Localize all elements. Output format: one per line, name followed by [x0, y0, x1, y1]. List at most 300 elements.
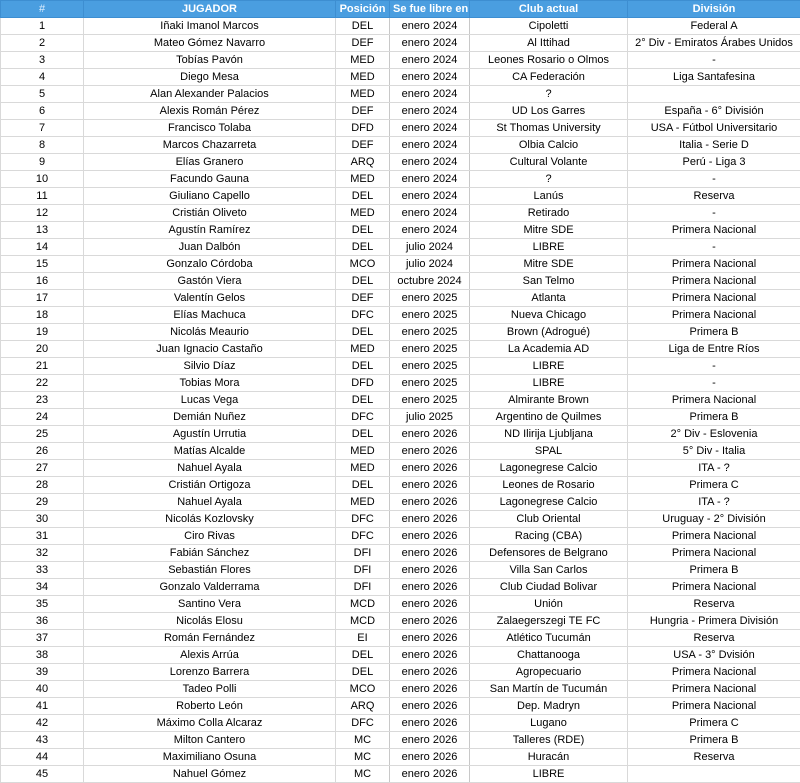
- free-since-cell[interactable]: enero 2026: [390, 664, 470, 681]
- position-cell[interactable]: DEL: [336, 188, 390, 205]
- position-cell[interactable]: MED: [336, 52, 390, 69]
- index-cell[interactable]: 36: [1, 613, 84, 630]
- division-cell[interactable]: -: [628, 358, 800, 375]
- club-cell[interactable]: Leones de Rosario: [470, 477, 628, 494]
- club-cell[interactable]: LIBRE: [470, 375, 628, 392]
- division-cell[interactable]: Primera B: [628, 562, 800, 579]
- player-cell[interactable]: Sebastián Flores: [84, 562, 336, 579]
- club-cell[interactable]: ?: [470, 171, 628, 188]
- position-cell[interactable]: DEL: [336, 273, 390, 290]
- player-cell[interactable]: Santino Vera: [84, 596, 336, 613]
- index-cell[interactable]: 42: [1, 715, 84, 732]
- position-cell[interactable]: DFI: [336, 562, 390, 579]
- free-since-cell[interactable]: enero 2026: [390, 715, 470, 732]
- club-cell[interactable]: Dep. Madryn: [470, 698, 628, 715]
- index-cell[interactable]: 44: [1, 749, 84, 766]
- free-since-cell[interactable]: enero 2026: [390, 732, 470, 749]
- free-since-cell[interactable]: enero 2025: [390, 341, 470, 358]
- index-cell[interactable]: 16: [1, 273, 84, 290]
- table-row: [1, 103, 800, 120]
- free-since-cell[interactable]: enero 2024: [390, 120, 470, 137]
- player-cell[interactable]: Nicolás Elosu: [84, 613, 336, 630]
- position-cell[interactable]: MED: [336, 69, 390, 86]
- player-cell[interactable]: Agustín Urrutia: [84, 426, 336, 443]
- index-cell[interactable]: 3: [1, 52, 84, 69]
- position-cell[interactable]: DEL: [336, 239, 390, 256]
- club-cell[interactable]: LIBRE: [470, 358, 628, 375]
- free-since-cell[interactable]: enero 2026: [390, 528, 470, 545]
- table-row: [1, 171, 800, 188]
- club-cell[interactable]: Chattanooga: [470, 647, 628, 664]
- player-cell[interactable]: Alexis Román Pérez: [84, 103, 336, 120]
- table-row: [1, 443, 800, 460]
- division-cell[interactable]: Liga Santafesina: [628, 69, 800, 86]
- position-cell[interactable]: ARQ: [336, 698, 390, 715]
- free-since-cell[interactable]: enero 2024: [390, 35, 470, 52]
- index-cell[interactable]: 14: [1, 239, 84, 256]
- player-cell[interactable]: Cristián Ortigoza: [84, 477, 336, 494]
- club-cell[interactable]: CA Federación: [470, 69, 628, 86]
- position-cell[interactable]: MCO: [336, 256, 390, 273]
- player-cell[interactable]: Silvio Díaz: [84, 358, 336, 375]
- position-cell[interactable]: DEF: [336, 35, 390, 52]
- free-since-cell[interactable]: enero 2025: [390, 392, 470, 409]
- division-cell[interactable]: -: [628, 171, 800, 188]
- club-cell[interactable]: Almirante Brown: [470, 392, 628, 409]
- division-cell[interactable]: Primera Nacional: [628, 681, 800, 698]
- player-cell[interactable]: Nahuel Ayala: [84, 494, 336, 511]
- division-cell[interactable]: Primera Nacional: [628, 392, 800, 409]
- index-cell[interactable]: 21: [1, 358, 84, 375]
- division-cell[interactable]: Hungria - Primera División: [628, 613, 800, 630]
- table-row: [1, 18, 800, 35]
- division-cell[interactable]: Federal A: [628, 18, 800, 35]
- free-since-cell[interactable]: enero 2026: [390, 511, 470, 528]
- player-cell[interactable]: Máximo Colla Alcaraz: [84, 715, 336, 732]
- club-cell[interactable]: Cultural Volante: [470, 154, 628, 171]
- position-cell[interactable]: DEL: [336, 477, 390, 494]
- index-cell[interactable]: 13: [1, 222, 84, 239]
- index-cell[interactable]: 39: [1, 664, 84, 681]
- table-row: [1, 86, 800, 103]
- index-cell[interactable]: 1: [1, 18, 84, 35]
- free-since-cell[interactable]: enero 2026: [390, 749, 470, 766]
- index-cell[interactable]: 15: [1, 256, 84, 273]
- division-cell[interactable]: Primera Nacional: [628, 545, 800, 562]
- player-cell[interactable]: Marcos Chazarreta: [84, 137, 336, 154]
- position-cell[interactable]: MED: [336, 494, 390, 511]
- index-cell[interactable]: 4: [1, 69, 84, 86]
- club-cell[interactable]: Defensores de Belgrano: [470, 545, 628, 562]
- club-cell[interactable]: Cipoletti: [470, 18, 628, 35]
- player-cell[interactable]: Nahuel Ayala: [84, 460, 336, 477]
- division-cell[interactable]: Primera Nacional: [628, 698, 800, 715]
- free-since-cell[interactable]: enero 2024: [390, 171, 470, 188]
- player-cell[interactable]: Mateo Gómez Navarro: [84, 35, 336, 52]
- index-cell[interactable]: 11: [1, 188, 84, 205]
- position-cell[interactable]: MED: [336, 443, 390, 460]
- player-cell[interactable]: Lorenzo Barrera: [84, 664, 336, 681]
- division-cell[interactable]: Reserva: [628, 630, 800, 647]
- club-cell[interactable]: Lagonegrese Calcio: [470, 494, 628, 511]
- header-player[interactable]: JUGADOR: [84, 1, 336, 18]
- free-since-cell[interactable]: enero 2026: [390, 477, 470, 494]
- free-since-cell[interactable]: enero 2026: [390, 443, 470, 460]
- index-cell[interactable]: 10: [1, 171, 84, 188]
- table-row: [1, 545, 800, 562]
- player-cell[interactable]: Lucas Vega: [84, 392, 336, 409]
- player-cell[interactable]: Matías Alcalde: [84, 443, 336, 460]
- free-since-cell[interactable]: enero 2024: [390, 222, 470, 239]
- division-cell[interactable]: Primera Nacional: [628, 273, 800, 290]
- position-cell[interactable]: DFC: [336, 307, 390, 324]
- position-cell[interactable]: MCD: [336, 596, 390, 613]
- index-cell[interactable]: 2: [1, 35, 84, 52]
- index-cell[interactable]: 33: [1, 562, 84, 579]
- club-cell[interactable]: San Martín de Tucumán: [470, 681, 628, 698]
- player-cell[interactable]: Tobias Mora: [84, 375, 336, 392]
- player-cell[interactable]: Giuliano Capello: [84, 188, 336, 205]
- index-cell[interactable]: 22: [1, 375, 84, 392]
- index-cell[interactable]: 32: [1, 545, 84, 562]
- division-cell[interactable]: -: [628, 205, 800, 222]
- player-cell[interactable]: Román Fernández: [84, 630, 336, 647]
- position-cell[interactable]: MCD: [336, 613, 390, 630]
- index-cell[interactable]: 20: [1, 341, 84, 358]
- free-since-cell[interactable]: enero 2025: [390, 324, 470, 341]
- position-cell[interactable]: DFI: [336, 579, 390, 596]
- index-cell[interactable]: 40: [1, 681, 84, 698]
- free-since-cell[interactable]: julio 2025: [390, 409, 470, 426]
- position-cell[interactable]: DEF: [336, 290, 390, 307]
- free-since-cell[interactable]: enero 2026: [390, 579, 470, 596]
- index-cell[interactable]: 6: [1, 103, 84, 120]
- club-cell[interactable]: Lanús: [470, 188, 628, 205]
- position-cell[interactable]: DEL: [336, 647, 390, 664]
- club-cell[interactable]: Retirado: [470, 205, 628, 222]
- index-cell[interactable]: 23: [1, 392, 84, 409]
- index-cell[interactable]: 29: [1, 494, 84, 511]
- position-cell[interactable]: MED: [336, 460, 390, 477]
- free-since-cell[interactable]: enero 2024: [390, 137, 470, 154]
- table-row: [1, 613, 800, 630]
- header-index[interactable]: #: [1, 1, 84, 18]
- position-cell[interactable]: DEL: [336, 222, 390, 239]
- free-since-cell[interactable]: enero 2024: [390, 18, 470, 35]
- index-cell[interactable]: 19: [1, 324, 84, 341]
- club-cell[interactable]: Nueva Chicago: [470, 307, 628, 324]
- free-since-cell[interactable]: enero 2024: [390, 103, 470, 120]
- table-row: [1, 511, 800, 528]
- club-cell[interactable]: Club Ciudad Bolivar: [470, 579, 628, 596]
- club-cell[interactable]: ND Ilirija Ljubljana: [470, 426, 628, 443]
- position-cell[interactable]: DFC: [336, 528, 390, 545]
- header-current-club[interactable]: Club actual: [470, 1, 628, 18]
- table-row: [1, 120, 800, 137]
- division-cell[interactable]: Primera B: [628, 324, 800, 341]
- free-since-cell[interactable]: enero 2026: [390, 613, 470, 630]
- club-cell[interactable]: Lugano: [470, 715, 628, 732]
- free-since-cell[interactable]: enero 2026: [390, 562, 470, 579]
- free-since-cell[interactable]: enero 2024: [390, 86, 470, 103]
- table-row: [1, 324, 800, 341]
- division-cell[interactable]: España - 6° División: [628, 103, 800, 120]
- player-cell[interactable]: Maximiliano Osuna: [84, 749, 336, 766]
- position-cell[interactable]: MED: [336, 86, 390, 103]
- division-cell[interactable]: Primera Nacional: [628, 579, 800, 596]
- club-cell[interactable]: Zalaegerszegi TE FC: [470, 613, 628, 630]
- free-since-cell[interactable]: enero 2024: [390, 52, 470, 69]
- index-cell[interactable]: 12: [1, 205, 84, 222]
- position-cell[interactable]: DFD: [336, 120, 390, 137]
- division-cell[interactable]: Reserva: [628, 188, 800, 205]
- position-cell[interactable]: MC: [336, 732, 390, 749]
- index-cell[interactable]: 17: [1, 290, 84, 307]
- player-cell[interactable]: Nicolás Kozlovsky: [84, 511, 336, 528]
- table-row: [1, 375, 800, 392]
- free-since-cell[interactable]: enero 2026: [390, 681, 470, 698]
- club-cell[interactable]: Unión: [470, 596, 628, 613]
- division-cell[interactable]: Primera Nacional: [628, 664, 800, 681]
- division-cell[interactable]: ITA - ?: [628, 460, 800, 477]
- table-row: [1, 766, 800, 783]
- position-cell[interactable]: DEL: [336, 358, 390, 375]
- header-free-since[interactable]: Se fue libre en: [390, 1, 470, 18]
- table-row: [1, 460, 800, 477]
- position-cell[interactable]: DEF: [336, 137, 390, 154]
- free-since-cell[interactable]: julio 2024: [390, 239, 470, 256]
- table-row: [1, 256, 800, 273]
- player-cell[interactable]: Gonzalo Córdoba: [84, 256, 336, 273]
- position-cell[interactable]: EI: [336, 630, 390, 647]
- division-cell[interactable]: Reserva: [628, 596, 800, 613]
- club-cell[interactable]: Agropecuario: [470, 664, 628, 681]
- club-cell[interactable]: Mitre SDE: [470, 222, 628, 239]
- division-cell[interactable]: USA - 3° Dvisión: [628, 647, 800, 664]
- table-row: [1, 341, 800, 358]
- position-cell[interactable]: DEL: [336, 426, 390, 443]
- index-cell[interactable]: 9: [1, 154, 84, 171]
- division-cell[interactable]: Primera Nacional: [628, 307, 800, 324]
- division-cell[interactable]: Liga de Entre Ríos: [628, 341, 800, 358]
- position-cell[interactable]: MED: [336, 341, 390, 358]
- club-cell[interactable]: Leones Rosario o Olmos: [470, 52, 628, 69]
- table-row: [1, 392, 800, 409]
- index-cell[interactable]: 24: [1, 409, 84, 426]
- club-cell[interactable]: Talleres (RDE): [470, 732, 628, 749]
- club-cell[interactable]: Mitre SDE: [470, 256, 628, 273]
- free-since-cell[interactable]: enero 2025: [390, 375, 470, 392]
- free-since-cell[interactable]: enero 2026: [390, 460, 470, 477]
- division-cell[interactable]: Primera Nacional: [628, 222, 800, 239]
- index-cell[interactable]: 37: [1, 630, 84, 647]
- position-cell[interactable]: MCO: [336, 681, 390, 698]
- index-cell[interactable]: 27: [1, 460, 84, 477]
- player-cell[interactable]: Iñaki Imanol Marcos: [84, 18, 336, 35]
- free-since-cell[interactable]: enero 2026: [390, 766, 470, 783]
- free-since-cell[interactable]: enero 2026: [390, 596, 470, 613]
- club-cell[interactable]: SPAL: [470, 443, 628, 460]
- free-since-cell[interactable]: enero 2026: [390, 630, 470, 647]
- club-cell[interactable]: Atlanta: [470, 290, 628, 307]
- club-cell[interactable]: LIBRE: [470, 239, 628, 256]
- header-position[interactable]: Posición: [336, 1, 390, 18]
- player-cell[interactable]: Nahuel Gómez: [84, 766, 336, 783]
- table-row: [1, 358, 800, 375]
- division-cell[interactable]: -: [628, 239, 800, 256]
- club-cell[interactable]: La Academia AD: [470, 341, 628, 358]
- table-row: [1, 494, 800, 511]
- free-since-cell[interactable]: enero 2025: [390, 307, 470, 324]
- club-cell[interactable]: Olbia Calcio: [470, 137, 628, 154]
- position-cell[interactable]: DEL: [336, 18, 390, 35]
- free-since-cell[interactable]: enero 2024: [390, 154, 470, 171]
- club-cell[interactable]: Argentino de Quilmes: [470, 409, 628, 426]
- table-row: [1, 528, 800, 545]
- division-cell[interactable]: Primera C: [628, 715, 800, 732]
- division-cell[interactable]: 5° Div - Italia: [628, 443, 800, 460]
- free-since-cell[interactable]: enero 2026: [390, 494, 470, 511]
- index-cell[interactable]: 8: [1, 137, 84, 154]
- player-cell[interactable]: Facundo Gauna: [84, 171, 336, 188]
- division-cell[interactable]: Primera Nacional: [628, 528, 800, 545]
- position-cell[interactable]: MC: [336, 766, 390, 783]
- free-since-cell[interactable]: enero 2024: [390, 69, 470, 86]
- index-cell[interactable]: 38: [1, 647, 84, 664]
- club-cell[interactable]: Club Oriental: [470, 511, 628, 528]
- header-division[interactable]: División: [628, 1, 800, 18]
- position-cell[interactable]: DEF: [336, 103, 390, 120]
- free-since-cell[interactable]: enero 2026: [390, 426, 470, 443]
- division-cell[interactable]: -: [628, 375, 800, 392]
- free-since-cell[interactable]: enero 2026: [390, 647, 470, 664]
- division-cell[interactable]: [628, 766, 800, 783]
- player-cell[interactable]: Gastón Viera: [84, 273, 336, 290]
- free-since-cell[interactable]: enero 2025: [390, 358, 470, 375]
- club-cell[interactable]: Brown (Adrogué): [470, 324, 628, 341]
- player-cell[interactable]: Roberto León: [84, 698, 336, 715]
- division-cell[interactable]: -: [628, 52, 800, 69]
- player-cell[interactable]: Fabián Sánchez: [84, 545, 336, 562]
- division-cell[interactable]: ITA - ?: [628, 494, 800, 511]
- division-cell[interactable]: [628, 86, 800, 103]
- index-cell[interactable]: 26: [1, 443, 84, 460]
- position-cell[interactable]: DFD: [336, 375, 390, 392]
- division-cell[interactable]: Primera C: [628, 477, 800, 494]
- division-cell[interactable]: Primera B: [628, 732, 800, 749]
- index-cell[interactable]: 5: [1, 86, 84, 103]
- club-cell[interactable]: Lagonegrese Calcio: [470, 460, 628, 477]
- club-cell[interactable]: San Telmo: [470, 273, 628, 290]
- player-cell[interactable]: Tobías Pavón: [84, 52, 336, 69]
- player-cell[interactable]: Valentín Gelos: [84, 290, 336, 307]
- player-cell[interactable]: Agustín Ramírez: [84, 222, 336, 239]
- division-cell[interactable]: USA - Fútbol Universitario: [628, 120, 800, 137]
- position-cell[interactable]: DFC: [336, 511, 390, 528]
- index-cell[interactable]: 34: [1, 579, 84, 596]
- index-cell[interactable]: 25: [1, 426, 84, 443]
- index-cell[interactable]: 45: [1, 766, 84, 783]
- position-cell[interactable]: MED: [336, 171, 390, 188]
- division-cell[interactable]: Italia - Serie D: [628, 137, 800, 154]
- player-cell[interactable]: Alexis Arrúa: [84, 647, 336, 664]
- position-cell[interactable]: DFC: [336, 715, 390, 732]
- free-since-cell[interactable]: enero 2026: [390, 545, 470, 562]
- table-row: [1, 154, 800, 171]
- table-row: [1, 630, 800, 647]
- free-since-cell[interactable]: julio 2024: [390, 256, 470, 273]
- player-cell[interactable]: Demián Nuñez: [84, 409, 336, 426]
- club-cell[interactable]: ?: [470, 86, 628, 103]
- position-cell[interactable]: DEL: [336, 664, 390, 681]
- player-cell[interactable]: Diego Mesa: [84, 69, 336, 86]
- position-cell[interactable]: DEL: [336, 324, 390, 341]
- position-cell[interactable]: MC: [336, 749, 390, 766]
- free-since-cell[interactable]: enero 2024: [390, 205, 470, 222]
- club-cell[interactable]: Villa San Carlos: [470, 562, 628, 579]
- division-cell[interactable]: Primera B: [628, 409, 800, 426]
- position-cell[interactable]: DFC: [336, 409, 390, 426]
- index-cell[interactable]: 30: [1, 511, 84, 528]
- table-row: [1, 562, 800, 579]
- table-row: [1, 698, 800, 715]
- player-cell[interactable]: Milton Cantero: [84, 732, 336, 749]
- player-cell[interactable]: Elías Machuca: [84, 307, 336, 324]
- player-cell[interactable]: Juan Dalbón: [84, 239, 336, 256]
- player-cell[interactable]: Ciro Rivas: [84, 528, 336, 545]
- index-cell[interactable]: 28: [1, 477, 84, 494]
- club-cell[interactable]: UD Los Garres: [470, 103, 628, 120]
- index-cell[interactable]: 18: [1, 307, 84, 324]
- player-cell[interactable]: Cristián Oliveto: [84, 205, 336, 222]
- club-cell[interactable]: St Thomas University: [470, 120, 628, 137]
- index-cell[interactable]: 31: [1, 528, 84, 545]
- player-cell[interactable]: Juan Ignacio Castaño: [84, 341, 336, 358]
- index-cell[interactable]: 35: [1, 596, 84, 613]
- player-cell[interactable]: Alan Alexander Palacios: [84, 86, 336, 103]
- player-cell[interactable]: Elías Granero: [84, 154, 336, 171]
- index-cell[interactable]: 7: [1, 120, 84, 137]
- free-since-cell[interactable]: enero 2025: [390, 290, 470, 307]
- index-cell[interactable]: 41: [1, 698, 84, 715]
- club-cell[interactable]: Racing (CBA): [470, 528, 628, 545]
- table-row: [1, 579, 800, 596]
- player-cell[interactable]: Nicolás Meaurio: [84, 324, 336, 341]
- position-cell[interactable]: MED: [336, 205, 390, 222]
- division-cell[interactable]: Primera Nacional: [628, 290, 800, 307]
- player-cell[interactable]: Tadeo Polli: [84, 681, 336, 698]
- player-cell[interactable]: Gonzalo Valderrama: [84, 579, 336, 596]
- index-cell[interactable]: 43: [1, 732, 84, 749]
- division-cell[interactable]: Perú - Liga 3: [628, 154, 800, 171]
- club-cell[interactable]: LIBRE: [470, 766, 628, 783]
- division-cell[interactable]: Uruguay - 2° División: [628, 511, 800, 528]
- division-cell[interactable]: Primera Nacional: [628, 256, 800, 273]
- club-cell[interactable]: Al Ittihad: [470, 35, 628, 52]
- division-cell[interactable]: Reserva: [628, 749, 800, 766]
- free-since-cell[interactable]: octubre 2024: [390, 273, 470, 290]
- division-cell[interactable]: 2° Div - Emiratos Árabes Unidos: [628, 35, 800, 52]
- division-cell[interactable]: 2° Div - Eslovenia: [628, 426, 800, 443]
- free-since-cell[interactable]: enero 2026: [390, 698, 470, 715]
- player-cell[interactable]: Francisco Tolaba: [84, 120, 336, 137]
- position-cell[interactable]: ARQ: [336, 154, 390, 171]
- club-cell[interactable]: Huracán: [470, 749, 628, 766]
- position-cell[interactable]: DFI: [336, 545, 390, 562]
- position-cell[interactable]: DEL: [336, 392, 390, 409]
- club-cell[interactable]: Atlético Tucumán: [470, 630, 628, 647]
- free-since-cell[interactable]: enero 2024: [390, 188, 470, 205]
